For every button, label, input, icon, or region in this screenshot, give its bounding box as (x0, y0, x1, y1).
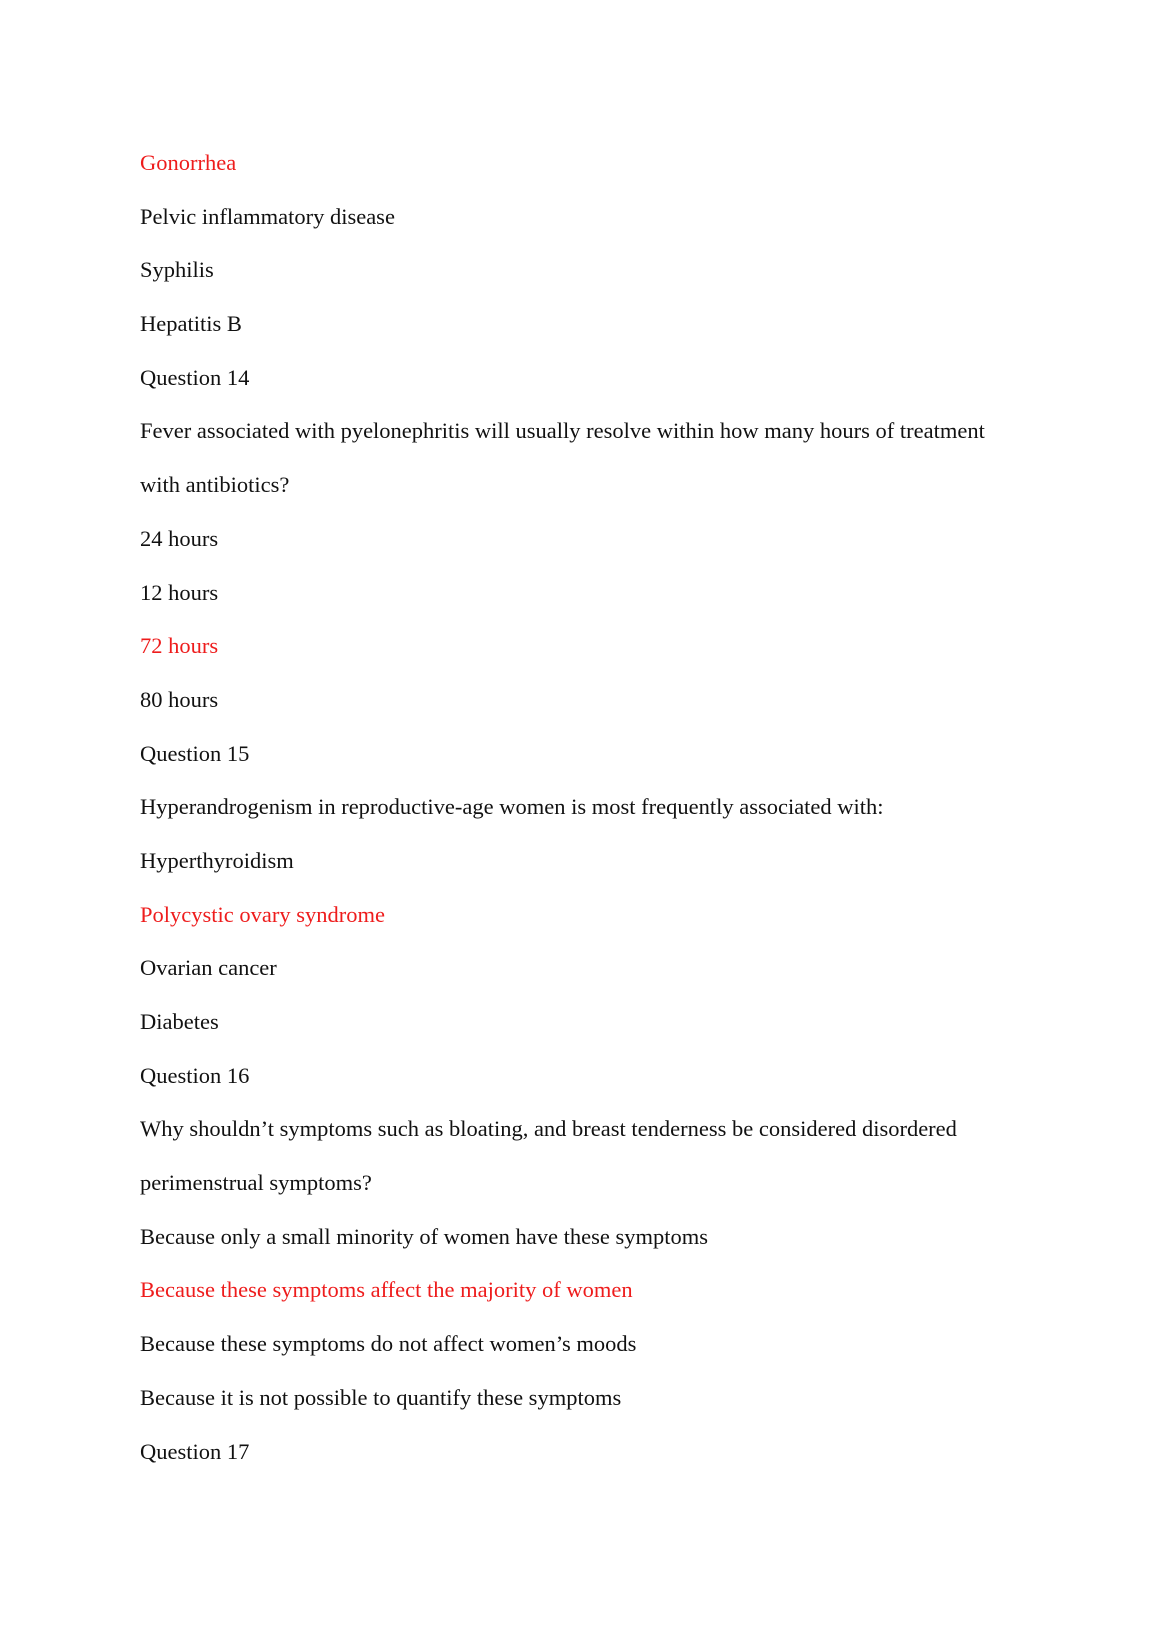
answer-option: 12 hours (140, 579, 219, 605)
answer-option: Because it is not possible to quantify these symptoms (140, 1384, 622, 1410)
answer-option-correct: Because these symptoms affect the majority of women (140, 1277, 633, 1303)
question-text: with antibiotics? (140, 472, 290, 498)
answer-option-correct: Gonorrhea (140, 150, 237, 175)
answer-option-correct: Polycystic ovary syndrome (140, 901, 385, 927)
answer-option-correct: 72 hours (140, 633, 219, 659)
answer-option: Because only a small minority of women have these symptoms (140, 1223, 709, 1249)
answer-option: Because these symptoms do not affect women’s moods (140, 1331, 637, 1357)
answer-option: Ovarian cancer (140, 955, 277, 981)
question-text: perimenstrual symptoms? (140, 1170, 372, 1196)
answer-option: Hyperthyroidism (140, 847, 294, 873)
answer-option: Diabetes (140, 1009, 219, 1034)
question-text: Why shouldn’t symptoms such as bloating, and breast tenderness be considered disordered (140, 1116, 957, 1142)
answer-option: Syphilis (140, 257, 214, 283)
question-heading: Question 14 (140, 364, 250, 390)
answer-option: 80 hours (140, 686, 219, 712)
question-text: Fever associated with pyelonephritis will usually resolve within how many hours of treatment (140, 418, 985, 444)
question-heading: Question 17 (140, 1438, 250, 1464)
question-heading: Question 15 (140, 740, 250, 766)
answer-option: Hepatitis B (140, 311, 242, 337)
answer-option: Pelvic inflammatory disease (140, 203, 395, 229)
answer-option: 24 hours (140, 525, 219, 551)
question-text: Hyperandrogenism in reproductive-age women is most frequently associated with: (140, 794, 884, 820)
question-heading: Question 16 (140, 1062, 250, 1088)
document-body (140, 136, 1040, 1478)
